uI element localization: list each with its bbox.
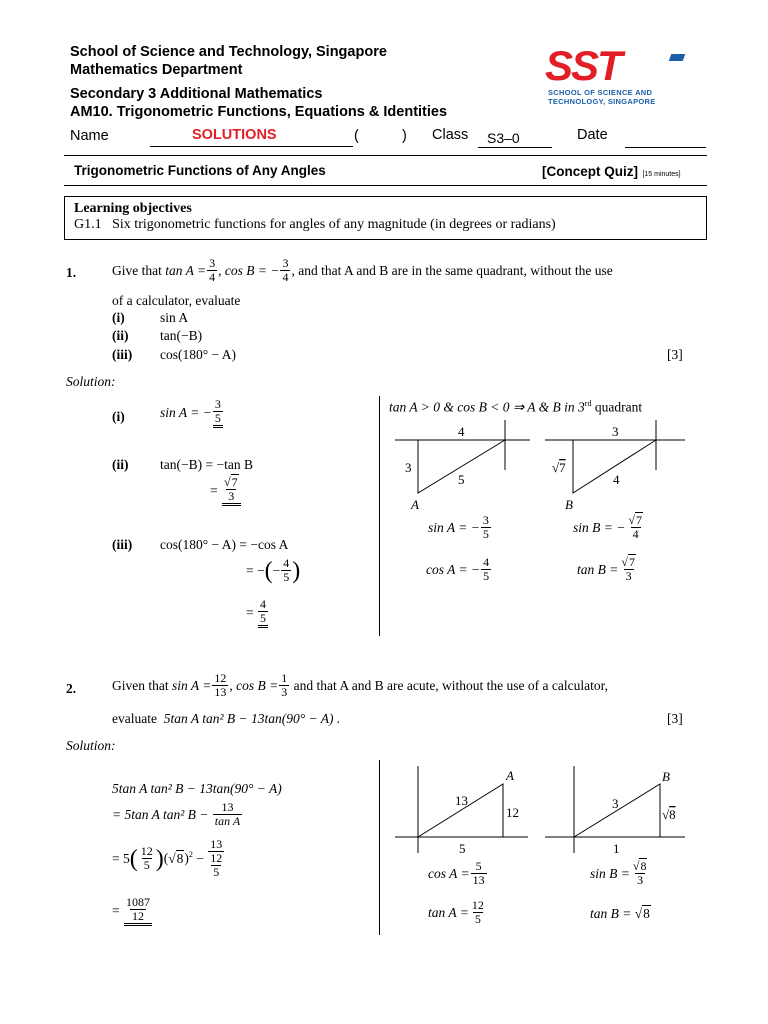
q1-sol-ii-line2	[210, 476, 242, 506]
denominator: 3	[637, 873, 644, 887]
school-name: School of Science and Technology, Singapore	[70, 44, 387, 60]
denominator: 5	[483, 569, 490, 583]
lhs: tan A =	[428, 904, 469, 920]
inner-denominator: 5	[213, 865, 220, 879]
q1-sol-iii-label: (iii)	[112, 537, 133, 552]
q1-sinA	[428, 514, 492, 541]
objective-code: G1.1	[74, 217, 102, 232]
q1-part-ii-label: (ii)	[112, 328, 129, 343]
q1-part-i-expr: sin A	[160, 310, 189, 325]
lhs: tan B =	[577, 561, 619, 577]
q1-cosB-fraction	[280, 257, 290, 284]
topic-rule-top	[64, 155, 707, 156]
lhs: cos A =	[428, 865, 470, 881]
department-name: Mathematics Department	[70, 62, 243, 78]
q2-cosB-lhs: cos B =	[236, 677, 279, 693]
logo-accent-shape	[669, 54, 686, 61]
q1-triA-top: 4	[458, 424, 465, 439]
q2-stem-line1: Given that sin A = $\frac{12}{13}$ , cos B = $\frac{1}{3}$ and that A and B are acute, without the use of a calculator,	[112, 671, 608, 699]
q2-expression: 5tan A tan² B − 13tan(90° − A) .	[163, 711, 341, 726]
logo-wordmark: SST	[545, 42, 621, 89]
course-level: Secondary 3 Additional Mathematics	[70, 86, 323, 102]
name-value: SOLUTIONS	[192, 127, 277, 143]
q1-triA-hyp: 5	[458, 472, 465, 487]
q1-number: 1.	[66, 265, 77, 280]
q1-triB-hyp: 4	[613, 472, 620, 487]
q2-triA-side: 12	[506, 805, 519, 820]
numerator: √8	[632, 859, 647, 873]
q1-solution-label: Solution:	[66, 374, 116, 389]
date-line	[625, 147, 706, 148]
radicand: 7	[231, 475, 238, 489]
minus: −	[196, 850, 204, 866]
denominator: 3	[281, 685, 288, 699]
numerator: 1087	[126, 895, 150, 909]
quadrant-sup: rd	[584, 399, 592, 408]
numerator: 12	[140, 844, 153, 858]
equals: =	[210, 483, 218, 498]
inner-sign: −	[272, 562, 281, 578]
lhs: sin A = −	[428, 519, 480, 535]
denominator: 13	[472, 873, 485, 887]
q2-triA-hyp: 13	[455, 793, 468, 808]
q1-triA-vertex: A	[411, 497, 419, 512]
q2-triB-side: √8	[662, 807, 676, 822]
q1-stem-line2: of a calculator, evaluate	[112, 293, 241, 308]
q2-sinA-lhs: sin A =	[172, 677, 212, 693]
fraction	[481, 514, 491, 541]
q1-sol-ii-line1: tan(−B) = −tan B	[160, 457, 253, 472]
inner-numerator: 12	[210, 851, 223, 865]
numerator: 1	[281, 671, 288, 685]
q1-stem-line1: Give that tan A = $\frac{3}{4}$ , cos B = − $\frac{3}{4}$ , and that A and B are in the same quadrant, without the use	[112, 256, 613, 284]
q1-sol-iii-line3	[246, 598, 269, 628]
lhs: sin B =	[590, 865, 630, 881]
q2-step4	[112, 896, 153, 926]
q2-triA-base: 5	[459, 841, 466, 856]
denominator: 5	[283, 570, 290, 584]
learning-objectives-box	[64, 196, 707, 240]
radicand: 8	[643, 906, 650, 921]
denominator: 5	[482, 527, 489, 541]
quiz-duration: [15 minutes]	[642, 171, 681, 178]
numerator: 12	[214, 671, 227, 685]
q1-sol-i-fraction	[213, 398, 223, 428]
q2-stem-tail: and that A and B are acute, without the use of a calculator,	[293, 677, 608, 693]
denominator: 4	[632, 527, 639, 541]
denominator: 5	[214, 411, 221, 425]
radicand: 7	[559, 460, 566, 475]
q1-tanA-lhs: tan A =	[165, 262, 207, 278]
q2-step2	[112, 801, 243, 828]
q1-marks: [3]	[667, 347, 683, 362]
paren-fraction	[139, 845, 155, 872]
class-label: Class	[432, 127, 469, 143]
lhs: = 5	[112, 850, 130, 866]
equals-minus: = −	[246, 562, 265, 578]
q1-sol-i-label: (i)	[112, 409, 125, 424]
radicand: 7	[635, 513, 642, 527]
q1-sol-iii-line2: = − ( − $\frac{4}{5}$ )	[246, 556, 301, 584]
q2-cosA	[428, 860, 488, 887]
numerator: 3	[214, 397, 221, 411]
numerator: √7	[224, 475, 238, 489]
q2-triB-vertex: B	[662, 769, 670, 784]
q1-tanB	[577, 556, 639, 583]
register-open-paren: (	[354, 128, 359, 144]
class-line	[478, 147, 552, 148]
q1-triangle-diagrams	[380, 420, 690, 515]
quadrant-tail: quadrant	[591, 399, 643, 415]
q2-marks: [3]	[667, 711, 683, 726]
q2-triA-shape	[418, 784, 503, 837]
quiz-tag	[542, 163, 681, 181]
q1-triB-vertex: B	[565, 497, 573, 512]
q2-sinB	[590, 860, 650, 887]
equals: =	[246, 605, 254, 620]
numerator: √7	[621, 555, 635, 569]
lhs: cos A = −	[426, 561, 481, 577]
equals: =	[112, 903, 120, 918]
sst-logo	[545, 42, 690, 120]
lhs: tan B =	[590, 906, 632, 921]
logo-line-2: TECHNOLOGY, SINGAPORE	[548, 97, 656, 106]
denominator: 12	[132, 909, 144, 923]
quiz-label: [Concept Quiz]	[542, 164, 638, 179]
fraction	[619, 556, 638, 583]
objective-item	[74, 217, 556, 233]
q2-sinA-fraction	[212, 672, 228, 699]
lhs: = 5tan A tan² B −	[112, 806, 209, 822]
q1-sol-iii-fraction	[258, 598, 268, 628]
q2-triB-hyp: 3	[612, 796, 619, 811]
denominator: 3	[625, 569, 632, 583]
q1-sol-ii-fraction	[222, 476, 241, 506]
denominator: tan A	[214, 814, 241, 828]
q2-step1: 5tan A tan² B − 13tan(90° − A)	[112, 781, 282, 796]
q2-triB-base: 1	[613, 841, 620, 856]
name-label: Name	[70, 128, 109, 144]
denominator: 5	[260, 611, 266, 625]
register-close-paren: )	[402, 128, 407, 144]
date-label: Date	[577, 127, 608, 143]
class-value: S3–0	[487, 130, 520, 146]
q2-evaluate: evaluate	[112, 711, 157, 726]
denominator: 4	[282, 270, 289, 284]
denominator: 5	[474, 912, 481, 926]
radicand: 7	[628, 555, 635, 569]
denominator: 3	[228, 489, 235, 503]
q2-number: 2.	[66, 681, 77, 696]
numerator: 12	[471, 898, 484, 912]
q1-sol-iii-inner-fraction	[281, 557, 291, 584]
radicand: 8	[640, 859, 647, 873]
q1-cosB-lhs: cos B = −	[224, 262, 280, 278]
q1-sol-iii-line1: cos(180° − A) = −cos A	[160, 537, 289, 552]
denominator: 13	[214, 685, 227, 699]
denominator: 4	[209, 270, 216, 284]
q1-stem-tail: , and that A and B are in the same quadrant, without the use	[291, 262, 613, 278]
q1-sol-i	[160, 398, 224, 428]
denominator: 5	[143, 858, 150, 872]
fraction	[481, 556, 491, 583]
numerator: 3	[482, 513, 489, 527]
q1-triA-side: 3	[405, 460, 412, 475]
q1-part-i-label: (i)	[112, 310, 125, 325]
topic-rule-bottom	[64, 185, 707, 186]
numerator: √7	[628, 513, 642, 527]
module-title: AM10. Trigonometric Functions, Equations & Identities	[70, 104, 448, 120]
q1-triB-top: 3	[612, 424, 619, 439]
q1-part-iii-expr: cos(180° − A)	[160, 347, 237, 362]
q2-given: Given that	[112, 677, 169, 693]
numerator: 4	[483, 555, 490, 569]
q1-part-iii-label: (iii)	[112, 347, 133, 362]
q1-give: Give that	[112, 262, 162, 278]
q2-tanB: tan B = √8	[590, 906, 650, 921]
name-line	[150, 146, 353, 147]
q1-quadrant-statement	[389, 399, 642, 416]
fraction	[470, 899, 486, 926]
q2-tanA	[428, 899, 487, 926]
fraction	[471, 860, 487, 887]
topic-title: Trigonometric Functions of Any Angles	[74, 163, 326, 178]
q2-step3: = 5 ( $\frac{12}{5}$ ) $(√8)^2$ − $\frac{13}{\frac{12}{5}}$	[112, 837, 223, 879]
radicand: 8	[176, 850, 184, 866]
q2-solution-label: Solution:	[66, 738, 116, 753]
q2-cosB-fraction	[279, 672, 289, 699]
fraction	[631, 860, 650, 887]
numerator: 13	[210, 837, 223, 851]
numerator: 13	[221, 800, 234, 814]
q2-answer-fraction	[124, 896, 152, 926]
q1-triB-side: √7	[552, 460, 566, 475]
numerator: 5	[475, 859, 482, 873]
fraction	[626, 514, 645, 541]
q2-triA-vertex: A	[506, 768, 514, 783]
numerator: 4	[260, 597, 266, 611]
q2-stem-line2	[112, 711, 340, 727]
lhs: sin B = −	[573, 519, 626, 535]
numerator: 4	[283, 556, 290, 570]
q1-part-ii-expr: tan(−B)	[160, 328, 203, 343]
q1-sinB	[573, 514, 646, 541]
q1-tanA-fraction	[207, 257, 217, 284]
q1-cosA	[426, 556, 492, 583]
denominator	[208, 851, 224, 879]
q1-sol-ii-label: (ii)	[112, 457, 129, 472]
quadrant-text: tan A > 0 & cos B < 0 ⇒ A & B in 3	[389, 399, 585, 415]
fraction	[213, 801, 242, 828]
compound-fraction	[208, 838, 224, 879]
q1-sol-i-lhs: sin A = −	[160, 405, 212, 420]
numerator: 3	[209, 256, 216, 270]
numerator: 3	[282, 256, 289, 270]
objective-text: Six trigonometric functions for angles of any magnitude (in degrees or radians)	[112, 217, 556, 232]
radicand: 8	[669, 807, 676, 822]
objectives-title: Learning objectives	[74, 201, 192, 216]
q2-triangle-diagrams	[380, 766, 690, 861]
logo-line-1: SCHOOL OF SCIENCE AND	[548, 88, 653, 97]
